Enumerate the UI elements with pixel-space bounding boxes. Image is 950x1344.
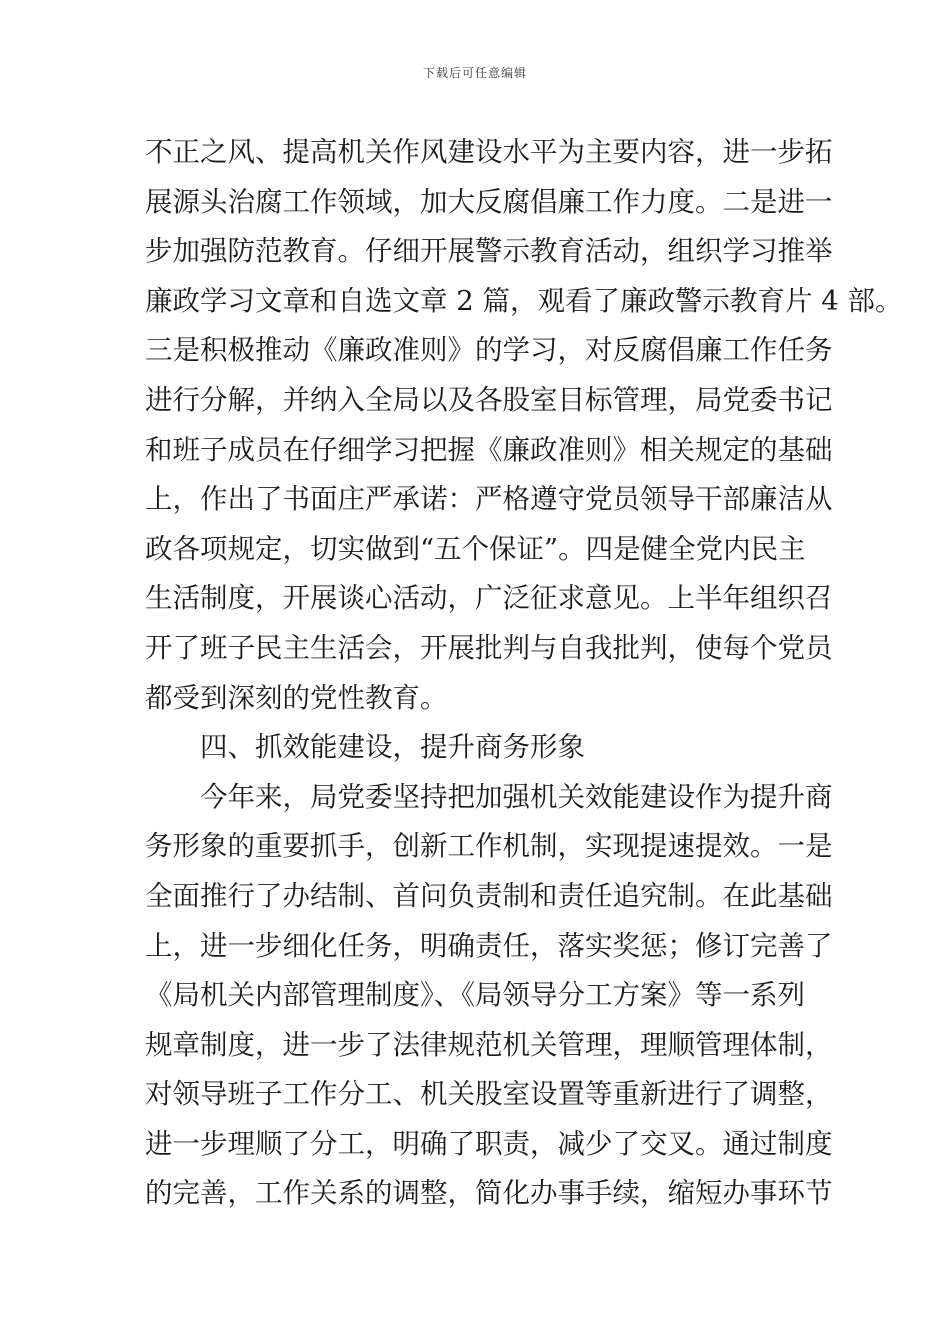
text-line: 生活制度，开展谈心活动，广泛征求意见。上半年组织召 <box>145 582 833 615</box>
text-line: 进行分解，并纳入全局以及各股室目标管理，局党委书记 <box>145 383 833 416</box>
text-line: 务形象的重要抓手，创新工作机制，实现提速提效。一是 <box>145 830 833 863</box>
text-line: 展源头治腐工作领域，加大反腐倡廉工作力度。二是进一 <box>145 185 833 218</box>
page-header: 下载后可任意编辑 <box>422 66 527 80</box>
text-line: 政各项规定，切实做到“五个保证”。四是健全党内民主 <box>145 532 806 565</box>
text-line: 上，进一步细化任务，明确责任，落实奖惩；修订完善了 <box>145 929 833 962</box>
text-line: 今年来，局党委坚持把加强机关效能建设作为提升商 <box>200 780 833 813</box>
document-body <box>145 128 903 1219</box>
text-line: 不正之风、提高机关作风建设水平为主要内容，进一步拓 <box>145 136 833 168</box>
text-line: 的完善，工作关系的调整，简化办事手续，缩短办事环节 <box>145 1177 833 1210</box>
text-line: 对领导班子工作分工、机关股室设置等重新进行了调整， <box>145 1078 833 1111</box>
text-line: 步加强防范教育。仔细开展警示教育活动，组织学习推举 <box>145 235 833 268</box>
section-heading: 四、抓效能建设，提升商务形象 <box>200 731 585 764</box>
text-line: 开了班子民主生活会，开展批判与自我批判，使每个党员 <box>145 631 833 664</box>
text-line: 进一步理顺了分工，明确了职责，减少了交叉。通过制度 <box>145 1127 833 1160</box>
text-line: 上，作出了书面庄严承诺：严格遵守党员领导干部廉洁从 <box>145 483 833 516</box>
text-line: 廉政学习文章和自选文章 2 篇，观看了廉政警示教育片 4 部。 <box>145 284 903 317</box>
text-line: 全面推行了办结制、首问负责制和责任追究制。在此基础 <box>145 879 833 912</box>
text-line: 《局机关内部管理制度》、《局领导分工方案》等一系列 <box>145 979 805 1012</box>
text-line: 和班子成员在仔细学习把握《廉政准则》相关规定的基础 <box>145 433 833 466</box>
text-line: 规章制度，进一步了法律规范机关管理，理顺管理体制， <box>145 1028 833 1061</box>
text-line: 都受到深刻的党性教育。 <box>145 681 448 714</box>
text-line: 三是积极推动《廉政准则》的学习，对反腐倡廉工作任务 <box>145 334 833 367</box>
